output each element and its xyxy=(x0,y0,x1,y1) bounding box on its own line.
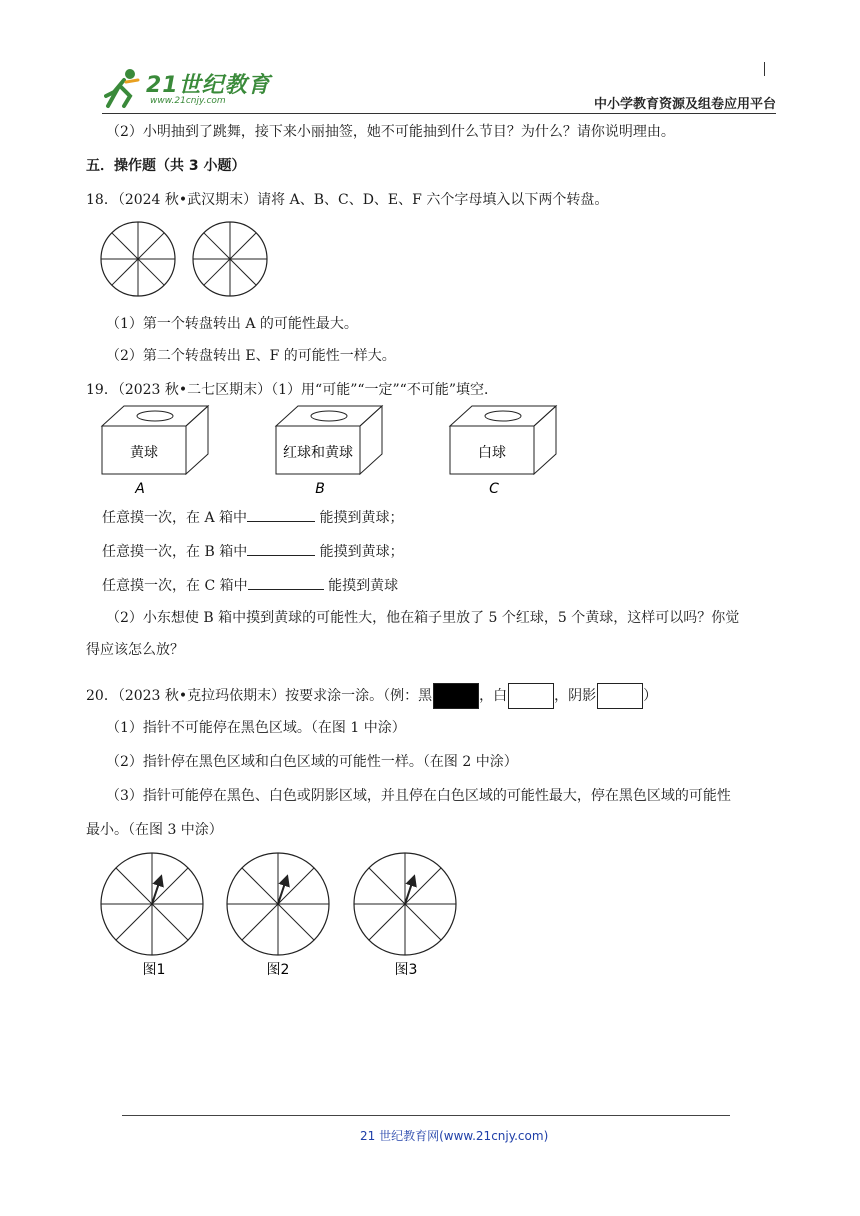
q20-stem-text: 20．（2023 秋•克拉玛依期末）按要求涂一涂。（例：黑 xyxy=(86,688,433,704)
box-b-label: B xyxy=(315,481,325,497)
spinner-2 xyxy=(193,222,267,296)
corner-mark xyxy=(764,62,765,76)
q19-b-prefix: 任意摸一次，在 B 箱中 xyxy=(102,544,248,560)
section-heading: 五．操作题（共 3 小题） xyxy=(86,158,246,174)
q19-a-prefix: 任意摸一次，在 A 箱中 xyxy=(102,510,248,526)
q20-shade-label: ，阴影 xyxy=(554,688,597,704)
q19-line-b xyxy=(102,540,404,562)
q18-stem: 18．（2024 秋•武汉期末）请将 A、B、C、D、E、F 六个字母填入以下两个转盘。 xyxy=(86,192,609,208)
q19-part2-line1: （2）小东想使 B 箱中摸到黄球的可能性大，他在箱子里放了 5 个红球，5 个黄球，这样可以吗？你觉 xyxy=(106,610,740,626)
q20-part3-line2: 最小。（在图 3 中涂） xyxy=(86,822,223,838)
spinner-fig2 xyxy=(227,853,329,955)
box-a xyxy=(102,406,208,474)
shade-swatch xyxy=(597,683,643,709)
q17-part2: （2）小明抽到了跳舞，接下来小丽抽签，她不可能抽到什么节目？为什么？请你说明理由。 xyxy=(106,124,675,140)
answer-blank-c[interactable] xyxy=(248,574,324,590)
runner-icon xyxy=(104,66,144,110)
logo-url: www.21cnjy.com xyxy=(150,96,226,106)
q20-part1: （1）指针不可能停在黑色区域。（在图 1 中涂） xyxy=(106,720,406,736)
q19-a-suffix: 能摸到黄球； xyxy=(319,510,404,526)
fig3-label: 图3 xyxy=(394,962,418,978)
answer-blank-b[interactable] xyxy=(247,540,315,556)
footer-text[interactable]: 21 世纪教育网(www.21cnjy.com) xyxy=(360,1129,549,1143)
logo-text: 21世纪教育 xyxy=(146,73,271,98)
q19-c-prefix: 任意摸一次，在 C 箱中 xyxy=(102,578,248,594)
q20-part3-line1: （3）指针可能停在黑色、白色或阴影区域，并且停在白色区域的可能性最大，停在黑色区域的可能性 xyxy=(106,788,731,804)
white-swatch xyxy=(508,683,554,709)
box-c xyxy=(450,406,556,474)
q19-line-a xyxy=(102,506,403,528)
black-swatch xyxy=(433,683,479,709)
q19-part2-line2: 得应该怎么放？ xyxy=(86,642,184,658)
box-c-content: 白球 xyxy=(478,445,506,461)
footer-divider xyxy=(122,1115,730,1116)
q18-spinners xyxy=(100,220,280,300)
q20-white-label: ，白 xyxy=(479,688,508,704)
q19-b-suffix: 能摸到黄球； xyxy=(319,544,404,560)
box-b-content: 红球和黄球 xyxy=(283,445,353,461)
spinner-1 xyxy=(101,222,175,296)
q19-line-c xyxy=(102,574,398,596)
header-divider xyxy=(102,113,776,114)
site-logo xyxy=(104,66,274,110)
q20-spinners xyxy=(98,852,468,982)
header-title: 中小学教育资源及组卷应用平台 xyxy=(593,97,776,112)
spinner-fig3 xyxy=(354,853,456,955)
q20-stem xyxy=(86,683,657,709)
q19-c-suffix: 能摸到黄球 xyxy=(328,578,399,594)
q19-stem: 19．（2023 秋•二七区期末）（1）用“可能”“一定”“不可能”填空． xyxy=(86,382,499,398)
q20-close: ） xyxy=(643,688,658,704)
q18-part2: （2）第二个转盘转出 E、F 的可能性一样大。 xyxy=(106,348,396,364)
q20-part2: （2）指针停在黑色区域和白色区域的可能性一样。（在图 2 中涂） xyxy=(106,754,518,770)
box-c-label: C xyxy=(489,481,499,497)
q18-part1: （1）第一个转盘转出 A 的可能性最大。 xyxy=(106,316,358,332)
fig2-label: 图2 xyxy=(266,962,290,978)
fig1-label: 图1 xyxy=(142,962,166,978)
answer-blank-a[interactable] xyxy=(247,506,315,522)
box-a-label: A xyxy=(135,481,145,497)
q19-boxes xyxy=(98,404,568,500)
box-b xyxy=(276,406,382,474)
box-a-content: 黄球 xyxy=(130,445,158,461)
spinner-fig1 xyxy=(101,853,203,955)
